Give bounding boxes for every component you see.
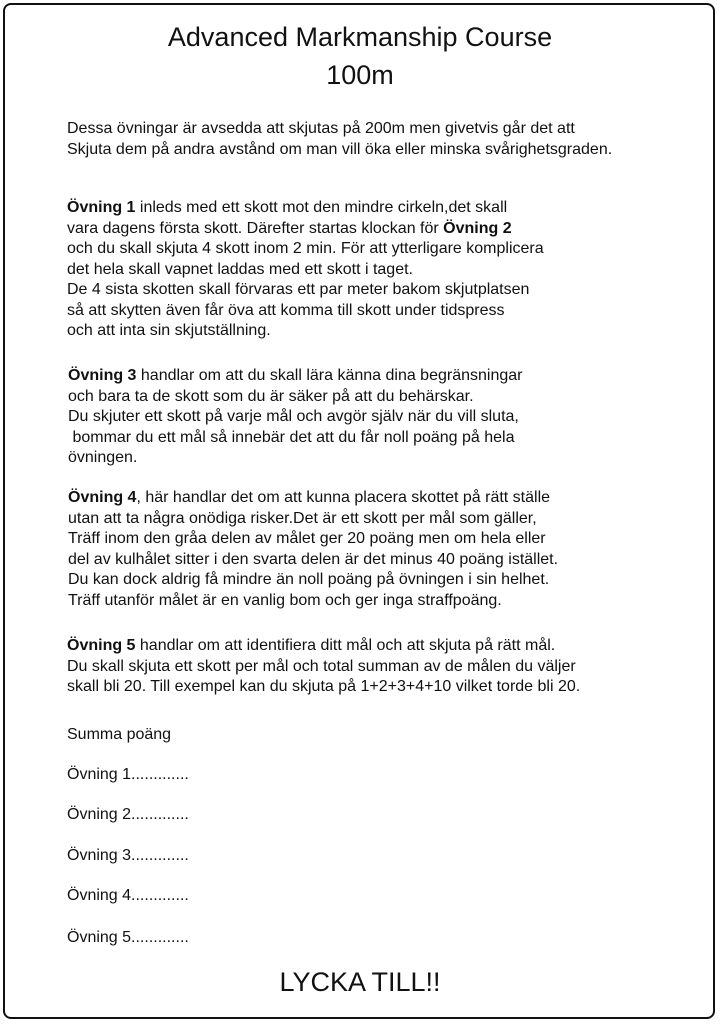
score-line-ovning1: Övning 1............. [67,766,189,783]
ovning1-paragraph [67,198,544,342]
ovning5-paragraph [67,636,580,698]
score-line-ovning5: Övning 5............. [67,929,189,946]
ovning1-line: och att inta sin skjutställning. [67,322,271,339]
ovning5-label: Övning 5 [67,637,136,654]
ovning4-line: Du kan dock aldrig få mindre än noll poäng på övningen i sin helhet. [68,571,550,588]
intro-line: Dessa övningar är avsedda att skjutas på 200m men givetvis går det att [67,120,575,137]
ovning4-line: utan att ta några onödiga risker.Det är ett skott per mål som gäller, [68,509,537,527]
score-line-ovning2: Övning 2............. [67,806,189,823]
ovning5-line: Du skall skjuta ett skott per mål och total summan av de målen du väljer [67,657,576,675]
ovning1-line: och du skall skjuta 4 skott inom 2 min. För att ytterligare komplicera [67,240,544,257]
ovning4-line: Övning 4, här handlar det om att kunna placera skottet på rätt ställe [68,489,551,506]
ovning5-line: skall bli 20. Till exempel kan du skjuta på 1+2+3+4+10 vilket torde bli 20. [67,678,581,695]
ovning3-line: övningen. [68,449,138,466]
footer-good-luck: LYCKA TILL!! [279,967,441,997]
ovning1-line: så att skytten även får öva att komma till skott under tidspress [67,301,505,319]
ovning2-label: Övning 2 [443,219,512,237]
ovning1-line: vara dagens första skott. Därefter startas klockan för Övning 2 [67,219,512,237]
ovning1-label: Övning 1 [67,199,136,216]
score-line-ovning3: Övning 3............. [67,847,189,864]
ovning5-line: Övning 5 handlar om att identifiera ditt mål och att skjuta på rätt mål. [67,637,556,654]
intro-line: Skjuta dem på andra avstånd om man vill öka eller minska svårighetsgraden. [67,140,613,158]
ovning3-label: Övning 3 [68,367,137,384]
ovning4-paragraph [68,488,558,611]
ovning1-line: Övning 1 inleds med ett skott mot den mindre cirkeln,det skall [67,199,508,216]
ovning3-line: Du skjuter ett skott på varje mål och avgör själv när du vill sluta, [68,408,519,425]
ovning3-line: och bara ta de skott som du är säker på att du behärskar. [68,387,474,405]
ovning3-line: bommar du ett mål så innebär det att du får noll poäng på hela [68,428,515,446]
ovning3-line: Övning 3 handlar om att du skall lära känna dina begränsningar [68,367,523,384]
intro-paragraph [67,119,612,160]
document-subtitle: 100m [326,60,394,90]
ovning4-line: del av kulhålet sitter i den svarta delen är det minus 40 poäng istället. [68,550,559,568]
ovning4-line: Träff utanför målet är en vanlig bom och ger inga straffpoäng. [68,591,502,609]
score-heading: Summa poäng [67,726,172,743]
ovning3-paragraph [68,366,522,469]
ovning4-line: Träff inom den gråa delen av målet ger 20 poäng men om hela eller [68,530,546,547]
ovning1-line: De 4 sista skotten skall förvaras ett par meter bakom skjutplatsen [67,281,530,298]
document-title: Advanced Markmanship Course [167,22,553,52]
score-line-ovning4: Övning 4............. [67,887,189,904]
ovning1-line: det hela skall vapnet laddas med ett skott i taget. [67,260,413,278]
ovning4-label: Övning 4 [68,489,137,506]
